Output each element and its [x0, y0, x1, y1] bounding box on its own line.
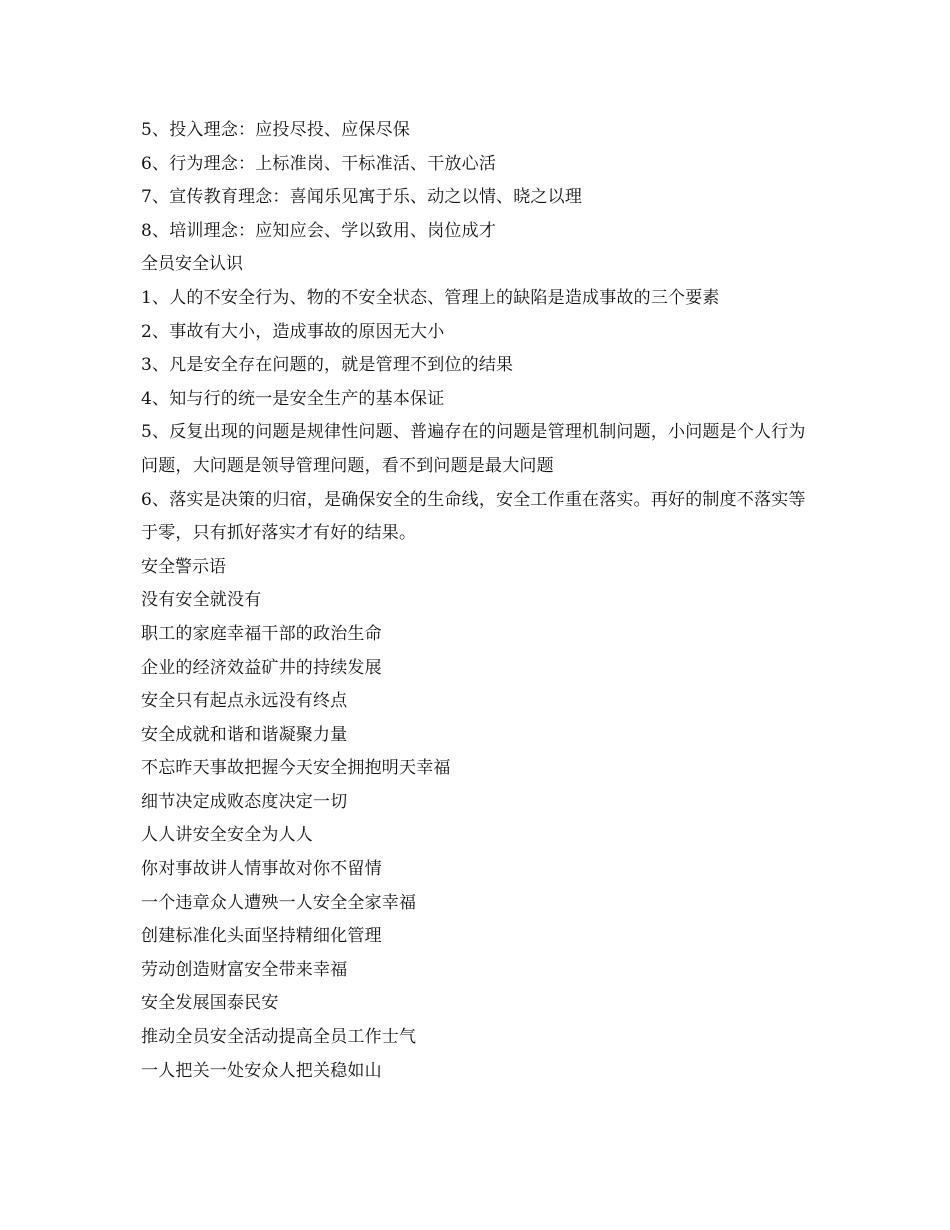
- slogan-item: 一人把关一处安众人把关稳如山: [141, 1060, 382, 1081]
- awareness-item: 6、落实是决策的归宿，是确保安全的生命线，安全工作重在落实。再好的制度不落实等于零，只有抓好落实才有好的结果。: [141, 489, 806, 544]
- awareness-item: 2、事故有大小，造成事故的原因无大小: [141, 321, 445, 342]
- idea-item: 5、投入理念：应投尽投、应保尽保: [141, 120, 411, 140]
- slogan-item: 安全只有起点永远没有终点: [141, 691, 348, 712]
- awareness-item: 5、反复出现的问题是规律性问题、普遍存在的问题是管理机制问题，小问题是个人行为问题，大问题是领导管理问题，看不到问题是最大问题: [141, 422, 806, 476]
- slogan-item: 细节决定成败态度决定一切: [141, 791, 348, 812]
- slogan-item: 劳动创造财富安全带来幸福: [141, 959, 348, 980]
- slogan-item: 职工的家庭幸福干部的政治生命: [141, 623, 382, 644]
- slogan-item: 创建标准化头面坚持精细化管理: [141, 926, 382, 947]
- idea-item: 8、培训理念：应知应会、学以致用、岗位成才: [141, 220, 497, 241]
- slogan-item: 没有安全就没有: [141, 590, 262, 611]
- slogans-heading: 安全警示语: [141, 556, 226, 577]
- slogan-item: 推动全员安全活动提高全员工作士气: [141, 1027, 417, 1048]
- awareness-heading: 全员安全认识: [141, 254, 243, 275]
- slogan-item: 安全发展国泰民安: [141, 993, 279, 1014]
- slogan-item: 人人讲安全安全为人人: [141, 825, 313, 846]
- document-page: [141, 114, 831, 1088]
- slogan-item: 安全成就和谐和谐凝聚力量: [141, 724, 348, 745]
- slogan-item: 你对事故讲人情事故对你不留情: [141, 859, 382, 880]
- awareness-item: 3、凡是安全存在问题的，就是管理不到位的结果: [141, 355, 514, 376]
- awareness-item: 1、人的不安全行为、物的不安全状态、管理上的缺陷是造成事故的三个要素: [141, 287, 720, 308]
- idea-item: 7、宣传教育理念：喜闻乐见寓于乐、动之以情、晓之以理: [141, 187, 583, 208]
- slogan-item: 一个违章众人遭殃一人安全全家幸福: [141, 892, 417, 913]
- awareness-item: 4、知与行的统一是安全生产的基本保证: [141, 388, 445, 409]
- slogan-item: 不忘昨天事故把握今天安全拥抱明天幸福: [141, 758, 451, 779]
- slogan-item: 企业的经济效益矿井的持续发展: [141, 657, 382, 678]
- idea-item: 6、行为理念：上标准岗、干标准活、干放心活: [141, 153, 497, 174]
